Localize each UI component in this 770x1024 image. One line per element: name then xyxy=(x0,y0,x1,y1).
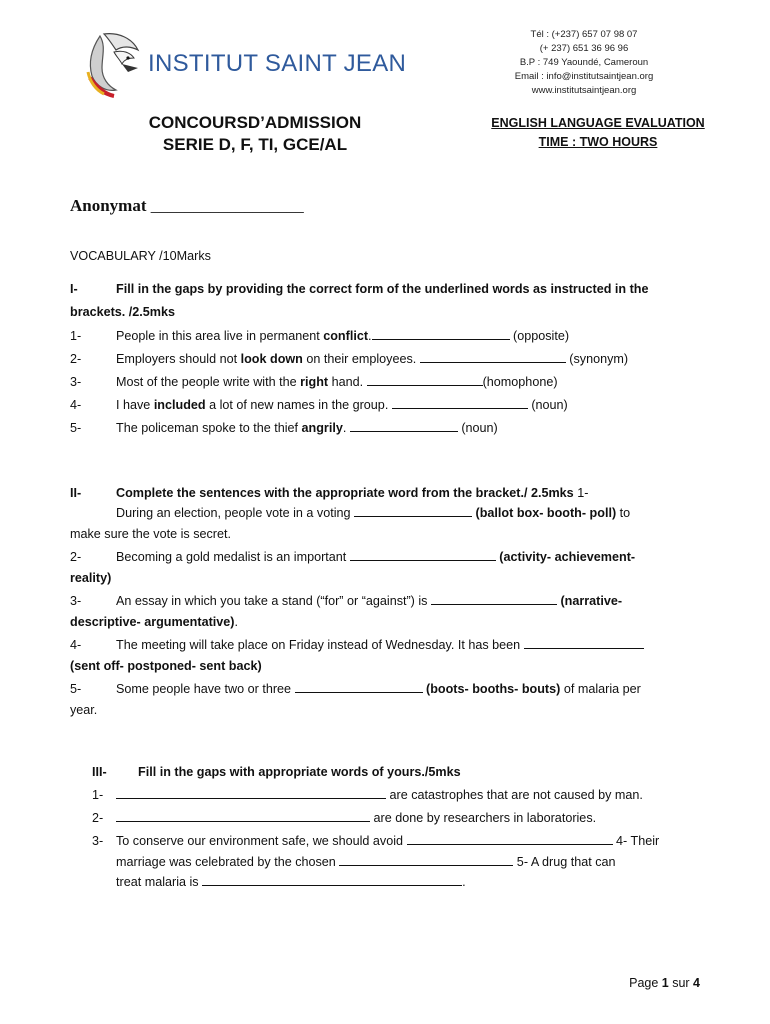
contact-phone-2: (+ 237) 651 36 96 96 xyxy=(539,43,629,54)
contact-address: B.P : 749 Yaoundé, Cameroun xyxy=(519,57,649,68)
s2-item-3: 3- An essay in which you take a stand (“for” or “against”) is (narrative- xyxy=(70,594,623,608)
section-1-heading xyxy=(70,279,702,300)
contact-phone-1: Tél : (+237) 657 07 98 07 xyxy=(530,29,638,40)
anonymat-field xyxy=(70,196,304,216)
answer-blank xyxy=(202,873,462,886)
exam-body xyxy=(70,246,702,895)
s1-item-1: 1- People in this area live in permanent conflict. (opposite) xyxy=(70,328,570,343)
exam-title-line2: SERIE D, F, TI, GCE/AL xyxy=(162,135,348,154)
answer-blank xyxy=(420,350,566,363)
answer-blank xyxy=(407,832,613,845)
s2-item-4-cont: (sent off- postponed- sent back) xyxy=(70,658,262,673)
contact-website: www.institutsaintjean.org xyxy=(531,85,637,96)
answer-blank xyxy=(350,419,458,432)
s3-item-5: treat malaria is . xyxy=(116,875,466,889)
anonymat-blank: __________________ xyxy=(150,196,304,215)
section-1-number: I- xyxy=(70,281,78,296)
answer-blank xyxy=(367,373,483,386)
s1-item-4: 4- I have included a lot of new names in the group. (noun) xyxy=(70,397,568,412)
s3-item-4: marriage was celebrated by the chosen 5- A drug that can xyxy=(116,854,616,869)
section-3-heading: III- Fill in the gaps with appropriate words of yours./5mks xyxy=(92,762,702,783)
s2-item-3-cont: descriptive- argumentative). xyxy=(70,614,238,629)
s2-item-1-cont: make sure the vote is secret. xyxy=(70,526,231,541)
vocabulary-heading: VOCABULARY /10Marks xyxy=(70,249,211,263)
evaluation-subject: ENGLISH LANGUAGE EVALUATION xyxy=(491,116,705,130)
exam-title xyxy=(100,112,410,156)
answer-blank xyxy=(354,504,472,517)
page-footer: Page 1 sur 4 xyxy=(629,976,700,990)
answer-blank xyxy=(116,786,386,799)
eagle-logo-icon xyxy=(78,28,148,100)
section-1-instruction-b: brackets. /2.5mks xyxy=(70,305,176,319)
s2-item-4: 4- The meeting will take place on Friday instead of Wednesday. It has been xyxy=(70,635,702,656)
s2-item-1: During an election, people vote in a voting (ballot box- booth- poll) to xyxy=(116,506,631,520)
page-number: 1 xyxy=(661,976,669,990)
s2-item-5-cont: year. xyxy=(70,702,98,717)
answer-blank xyxy=(392,396,528,409)
institute-logo xyxy=(78,28,418,100)
page-total: 4 xyxy=(693,976,700,990)
s2-item-5: 5- Some people have two or three (boots- booths- bouts) of malaria per xyxy=(70,682,641,696)
section-2-heading: II- Complete the sentences with the appropriate word from the bracket./ 2.5mks 1- xyxy=(70,485,589,500)
anonymat-label: Anonymat xyxy=(70,196,147,215)
answer-blank xyxy=(295,680,423,693)
s1-item-3: 3- Most of the people write with the right hand. (homophone) xyxy=(70,374,558,389)
answer-blank xyxy=(431,592,557,605)
evaluation-title xyxy=(470,114,726,152)
section-1-instruction-a: Fill in the gaps by providing the correct form of the underlined words as instructed in the xyxy=(116,281,649,296)
contact-email: Email : info@institutsaintjean.org xyxy=(514,71,654,82)
s1-item-5: 5- The policeman spoke to the thief angrily. (noun) xyxy=(70,420,498,435)
section-3-instruction: Fill in the gaps with appropriate words of yours./5mks xyxy=(138,765,461,779)
contact-block xyxy=(484,28,684,98)
evaluation-time: TIME : TWO HOURS xyxy=(538,135,658,149)
s3-item-2: 2- are done by researchers in laboratories. xyxy=(92,811,597,825)
s3-item-3: 3- To conserve our environment safe, we should avoid 4- Their xyxy=(92,834,660,848)
answer-blank xyxy=(524,636,644,649)
institute-name: INSTITUT SAINT JEAN xyxy=(148,50,407,77)
s3-item-1: 1- are catastrophes that are not caused by man. xyxy=(92,788,643,802)
answer-blank xyxy=(116,809,370,822)
section-3 xyxy=(70,762,702,893)
s1-item-2: 2- Employers should not look down on their employees. (synonym) xyxy=(70,351,629,366)
exam-title-line1: CONCOURSD’ADMISSION xyxy=(148,113,362,132)
answer-blank xyxy=(350,548,496,561)
section-2-instruction: Complete the sentences with the appropriate word from the bracket./ 2.5mks xyxy=(116,485,574,500)
s2-item-2: 2- Becoming a gold medalist is an important (activity- achievement- xyxy=(70,550,636,564)
answer-blank xyxy=(339,853,513,866)
answer-blank xyxy=(372,327,510,340)
s2-item-2-cont: reality) xyxy=(70,570,112,585)
